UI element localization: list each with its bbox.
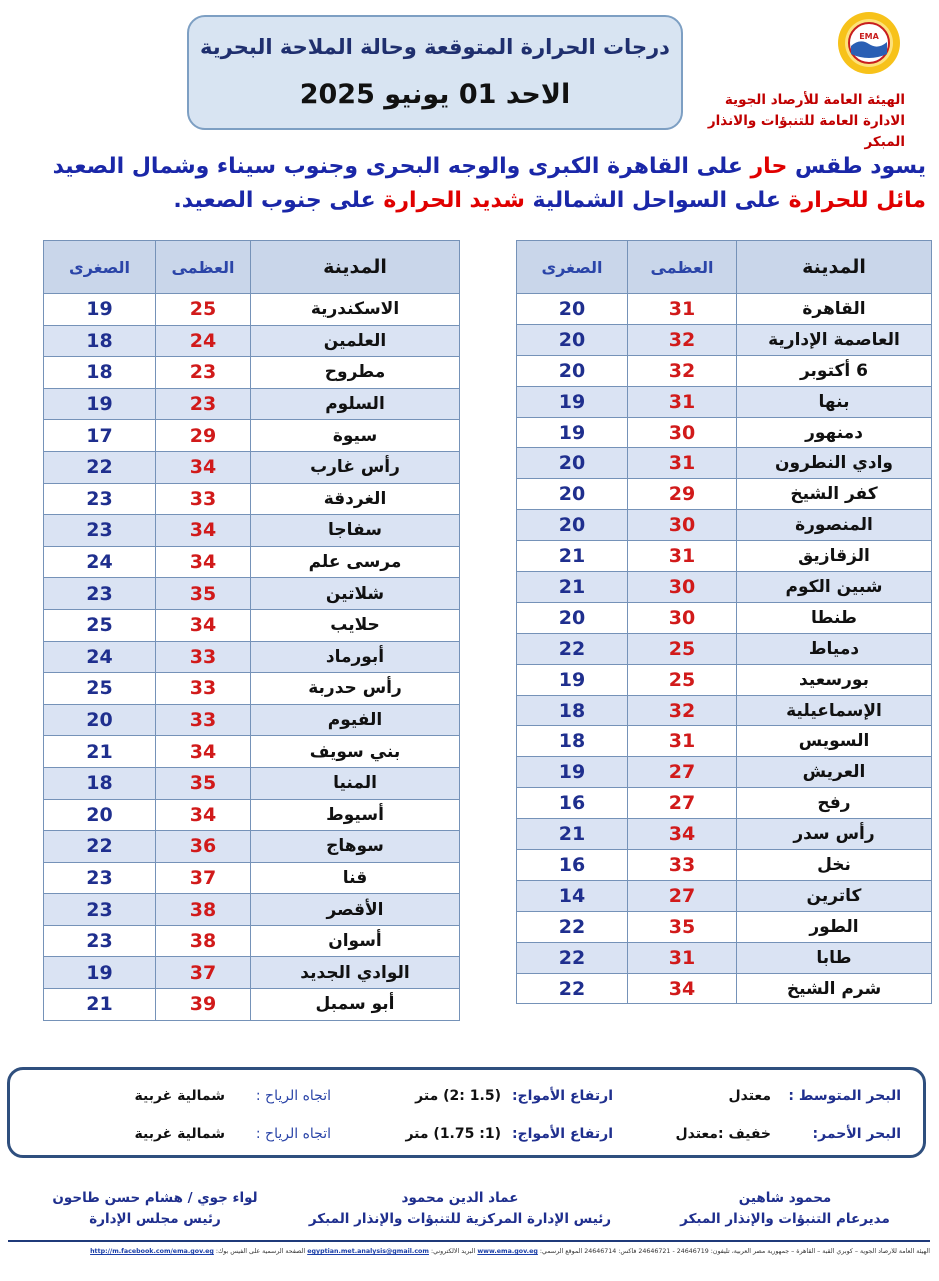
cell-min: 24: [44, 546, 156, 578]
header-city: المدينة: [737, 241, 932, 294]
footer-text: الهيئة العامة للأرصاد الجوية – كوبري القبة – القاهرة – جمهورية مصر العربية، تليفون: 24646719 - 24646721 فاكس: 24646714 الموقع الرسمي:: [537, 1248, 930, 1255]
cell-min: 23: [44, 862, 156, 894]
cell-city: مطروح: [251, 357, 460, 389]
cell-max: 24: [156, 325, 251, 357]
cell-max: 37: [156, 862, 251, 894]
red-sea-wave-label: ارتفاع الأمواج:: [511, 1126, 613, 1142]
cell-min: 23: [44, 483, 156, 515]
cell-min: 20: [517, 510, 628, 541]
cell-min: 20: [517, 479, 628, 510]
cell-max: 31: [628, 294, 737, 325]
table-row: [44, 862, 460, 894]
cell-city: طنطا: [737, 602, 932, 633]
footer-fb-label: الصفحة الرسمية على الفيس بوك:: [213, 1248, 308, 1255]
cell-city: الطور: [737, 911, 932, 942]
table-row: [517, 324, 932, 355]
cell-min: 19: [517, 664, 628, 695]
cell-min: 22: [517, 633, 628, 664]
cell-max: 32: [628, 355, 737, 386]
cell-city: رفح: [737, 788, 932, 819]
cell-city: السويس: [737, 726, 932, 757]
signature-name: لواء جوي / هشام حسن طاحون: [52, 1190, 258, 1206]
cell-city: رأس حدربة: [251, 673, 460, 705]
cell-min: 17: [44, 420, 156, 452]
cell-min: 21: [517, 819, 628, 850]
cell-max: 34: [156, 799, 251, 831]
email-link[interactable]: egyptian.met.analysis@gmail.com: [307, 1248, 429, 1255]
header-max: العظمى: [156, 241, 251, 294]
cell-city: مرسى علم: [251, 546, 460, 578]
red-sea-wave-value: (1: 1.75) متر: [405, 1126, 501, 1142]
cell-min: 16: [517, 850, 628, 881]
signature-name: عماد الدين محمود: [401, 1190, 519, 1206]
title-box: [187, 15, 683, 130]
cell-city: كفر الشيخ: [737, 479, 932, 510]
cell-city: سوهاج: [251, 831, 460, 863]
table-row: [517, 973, 932, 1004]
cell-city: العلمين: [251, 325, 460, 357]
cell-min: 21: [517, 572, 628, 603]
cell-min: 23: [44, 925, 156, 957]
cell-max: 39: [156, 989, 251, 1021]
cell-max: 31: [628, 541, 737, 572]
cell-max: 25: [156, 294, 251, 326]
cell-max: 35: [628, 911, 737, 942]
cell-city: بورسعيد: [737, 664, 932, 695]
table-row: [44, 957, 460, 989]
med-wave-value: (1.5 :2) متر: [415, 1088, 501, 1104]
summary-part-1: يسود طقس: [787, 154, 926, 179]
cell-max: 25: [628, 633, 737, 664]
logo-lettering: EMA: [859, 32, 879, 41]
cell-min: 19: [44, 294, 156, 326]
cell-max: 35: [156, 578, 251, 610]
footer-email-label: البريد الالكتروني:: [428, 1248, 478, 1255]
cell-min: 16: [517, 788, 628, 819]
cell-max: 30: [628, 572, 737, 603]
signature-name: محمود شاهين: [738, 1190, 832, 1206]
cell-max: 34: [156, 515, 251, 547]
temperature-table-right: [516, 240, 932, 1004]
temperature-table-left: [43, 240, 460, 1021]
cell-city: كاترين: [737, 880, 932, 911]
table-row: [44, 578, 460, 610]
cell-city: القاهرة: [737, 294, 932, 325]
cell-max: 31: [628, 726, 737, 757]
cell-city: سيوة: [251, 420, 460, 452]
med-state: معتدل: [728, 1088, 771, 1104]
ema-logo-icon: [836, 10, 902, 76]
summary-part-2: على القاهرة الكبرى والوجه البحرى وجنوب سيناء وشمال الصعيد: [52, 154, 751, 179]
cell-min: 20: [44, 704, 156, 736]
table-row: [517, 510, 932, 541]
red-sea-label: البحر الأحمر:: [812, 1126, 901, 1142]
mediterranean-row: [10, 1088, 923, 1110]
med-label: البحر المتوسط :: [788, 1088, 901, 1104]
cell-city: بنها: [737, 386, 932, 417]
summary-part-3: على السواحل الشمالية: [524, 188, 789, 213]
cell-city: وادي النطرون: [737, 448, 932, 479]
table-row: [44, 609, 460, 641]
summary-part-4: على جنوب الصعيد.: [173, 188, 384, 213]
table-row: [517, 541, 932, 572]
cell-city: أسوان: [251, 925, 460, 957]
cell-min: 19: [44, 957, 156, 989]
cell-max: 33: [156, 673, 251, 705]
cell-city: العاصمة الإدارية: [737, 324, 932, 355]
cell-max: 36: [156, 831, 251, 863]
cell-max: 38: [156, 894, 251, 926]
cell-max: 23: [156, 357, 251, 389]
cell-min: 23: [44, 894, 156, 926]
cell-max: 34: [628, 973, 737, 1004]
cell-city: رأس غارب: [251, 451, 460, 483]
marine-conditions-box: [7, 1067, 926, 1158]
table-row: [44, 704, 460, 736]
cell-min: 23: [44, 578, 156, 610]
signature-chairman: [30, 1188, 280, 1230]
table-row: [517, 664, 932, 695]
cell-city: المنيا: [251, 767, 460, 799]
cell-min: 20: [44, 799, 156, 831]
table-row: [517, 942, 932, 973]
table-row: [44, 673, 460, 705]
cell-city: شرم الشيخ: [737, 973, 932, 1004]
table-row: [44, 420, 460, 452]
table-row: [517, 602, 932, 633]
table-row: [517, 572, 932, 603]
red-sea-wind-label: اتجاه الرياح :: [255, 1126, 331, 1142]
red-sea-row: [10, 1126, 923, 1148]
weather-summary: [8, 150, 926, 218]
cell-max: 29: [156, 420, 251, 452]
cell-min: 19: [44, 388, 156, 420]
cell-max: 33: [156, 704, 251, 736]
header-min: الصغرى: [44, 241, 156, 294]
cell-max: 34: [156, 609, 251, 641]
table-row: [517, 819, 932, 850]
cell-max: 27: [628, 788, 737, 819]
cell-min: 19: [517, 417, 628, 448]
cell-max: 32: [628, 324, 737, 355]
table-row: [44, 451, 460, 483]
facebook-link[interactable]: http://m.facebook.com/ema.gov.eg: [90, 1248, 214, 1255]
cell-min: 22: [517, 911, 628, 942]
cell-min: 20: [517, 355, 628, 386]
cell-min: 25: [44, 673, 156, 705]
cell-min: 18: [517, 726, 628, 757]
cell-city: سفاجا: [251, 515, 460, 547]
cell-city: طابا: [737, 942, 932, 973]
signature-central-director: [300, 1188, 620, 1230]
table-row: [44, 767, 460, 799]
table-row: [44, 483, 460, 515]
signature-forecast-director: [640, 1188, 930, 1230]
cell-max: 33: [628, 850, 737, 881]
cell-max: 30: [628, 510, 737, 541]
page-title: درجات الحرارة المتوقعة وحالة الملاحة البحرية: [200, 35, 670, 59]
cell-max: 25: [628, 664, 737, 695]
cell-max: 34: [628, 819, 737, 850]
table-body-left: [44, 294, 460, 1021]
table-row: [517, 633, 932, 664]
cell-min: 20: [517, 602, 628, 633]
cell-city: قنا: [251, 862, 460, 894]
cell-max: 34: [156, 451, 251, 483]
cell-max: 29: [628, 479, 737, 510]
table-row: [44, 515, 460, 547]
table-row: [44, 989, 460, 1021]
cell-min: 19: [517, 386, 628, 417]
cell-min: 23: [44, 515, 156, 547]
cell-max: 34: [156, 546, 251, 578]
org-line-1: الهيئة العامة للأرصاد الجوية: [724, 92, 905, 108]
summary-mild: مائل للحرارة: [788, 188, 926, 213]
table-row: [44, 736, 460, 768]
cell-min: 21: [517, 541, 628, 572]
cell-min: 20: [517, 324, 628, 355]
table-row: [44, 641, 460, 673]
table-row: [517, 850, 932, 881]
cell-city: العريش: [737, 757, 932, 788]
table-row: [517, 726, 932, 757]
cell-city: حلايب: [251, 609, 460, 641]
cell-city: أبورماد: [251, 641, 460, 673]
cell-city: الزقازيق: [737, 541, 932, 572]
cell-city: الغردقة: [251, 483, 460, 515]
cell-city: بني سويف: [251, 736, 460, 768]
cell-max: 30: [628, 417, 737, 448]
summary-hot: حار: [750, 154, 788, 179]
cell-max: 34: [156, 736, 251, 768]
summary-very-hot: شديد الحرارة: [383, 188, 525, 213]
table-row: [517, 448, 932, 479]
cell-min: 21: [44, 989, 156, 1021]
cell-min: 18: [44, 357, 156, 389]
table-row: [44, 799, 460, 831]
table-row: [517, 911, 932, 942]
cell-city: دمنهور: [737, 417, 932, 448]
cell-max: 35: [156, 767, 251, 799]
cell-city: الأقصر: [251, 894, 460, 926]
table-row: [517, 788, 932, 819]
cell-min: 22: [517, 973, 628, 1004]
cell-max: 31: [628, 448, 737, 479]
cell-min: 14: [517, 880, 628, 911]
table-row: [44, 294, 460, 326]
cell-city: أبو سمبل: [251, 989, 460, 1021]
signature-title: رئيس مجلس الإدارة: [89, 1211, 221, 1227]
header-max: العظمى: [628, 241, 737, 294]
cell-city: دمياط: [737, 633, 932, 664]
cell-max: 30: [628, 602, 737, 633]
cell-max: 38: [156, 925, 251, 957]
table-body-right: [517, 294, 932, 1004]
cell-min: 25: [44, 609, 156, 641]
cell-min: 18: [44, 767, 156, 799]
table-row: [517, 355, 932, 386]
med-wave-label: ارتفاع الأمواج:: [511, 1088, 613, 1104]
website-link[interactable]: www.ema.gov.eg: [477, 1248, 538, 1255]
cell-city: الوادي الجديد: [251, 957, 460, 989]
cell-city: السلوم: [251, 388, 460, 420]
cell-max: 31: [628, 386, 737, 417]
cell-city: المنصورة: [737, 510, 932, 541]
cell-city: رأس سدر: [737, 819, 932, 850]
cell-city: نخل: [737, 850, 932, 881]
cell-city: أسيوط: [251, 799, 460, 831]
cell-min: 20: [517, 448, 628, 479]
table-row: [44, 894, 460, 926]
cell-city: الاسكندرية: [251, 294, 460, 326]
footer-divider: [8, 1240, 930, 1242]
cell-max: 23: [156, 388, 251, 420]
header-min: الصغرى: [517, 241, 628, 294]
cell-max: 27: [628, 880, 737, 911]
red-sea-state: خفيف :معتدل: [675, 1126, 771, 1142]
table-row: [517, 695, 932, 726]
cell-min: 22: [44, 831, 156, 863]
table-row: [517, 757, 932, 788]
cell-max: 27: [628, 757, 737, 788]
table-row: [44, 925, 460, 957]
cell-city: شلاتين: [251, 578, 460, 610]
signature-title: رئيس الإدارة المركزية للتنبؤات والإنذار المبكر: [308, 1211, 612, 1227]
table-row: [44, 546, 460, 578]
table-row: [44, 388, 460, 420]
table-row: [517, 386, 932, 417]
med-wind-label: اتجاه الرياح :: [255, 1088, 331, 1104]
cell-min: 24: [44, 641, 156, 673]
table-row: [44, 325, 460, 357]
org-line-2: الادارة العامة للتنبؤات والانذار المبكر: [707, 113, 905, 150]
cell-city: الإسماعيلية: [737, 695, 932, 726]
red-sea-wind-value: شمالية غربية: [134, 1126, 225, 1142]
cell-min: 20: [517, 294, 628, 325]
table-row: [44, 831, 460, 863]
cell-min: 19: [517, 757, 628, 788]
cell-city: شبين الكوم: [737, 572, 932, 603]
organization-name: [665, 90, 905, 153]
cell-max: 37: [156, 957, 251, 989]
table-row: [517, 880, 932, 911]
cell-min: 21: [44, 736, 156, 768]
signature-title: مديرعام التنبؤات والإنذار المبكر: [680, 1211, 890, 1227]
table-row: [517, 479, 932, 510]
cell-max: 32: [628, 695, 737, 726]
table-row: [44, 357, 460, 389]
cell-city: 6 أكتوبر: [737, 355, 932, 386]
cell-min: 22: [517, 942, 628, 973]
cell-max: 31: [628, 942, 737, 973]
cell-min: 18: [44, 325, 156, 357]
cell-city: الفيوم: [251, 704, 460, 736]
cell-min: 18: [517, 695, 628, 726]
table-row: [517, 294, 932, 325]
cell-max: 33: [156, 641, 251, 673]
footer-contact: [8, 1248, 930, 1255]
cell-min: 22: [44, 451, 156, 483]
table-row: [517, 417, 932, 448]
forecast-date: الاحد 01 يونيو 2025: [299, 79, 571, 110]
header-city: المدينة: [251, 241, 460, 294]
cell-max: 33: [156, 483, 251, 515]
med-wind-value: شمالية غربية: [134, 1088, 225, 1104]
